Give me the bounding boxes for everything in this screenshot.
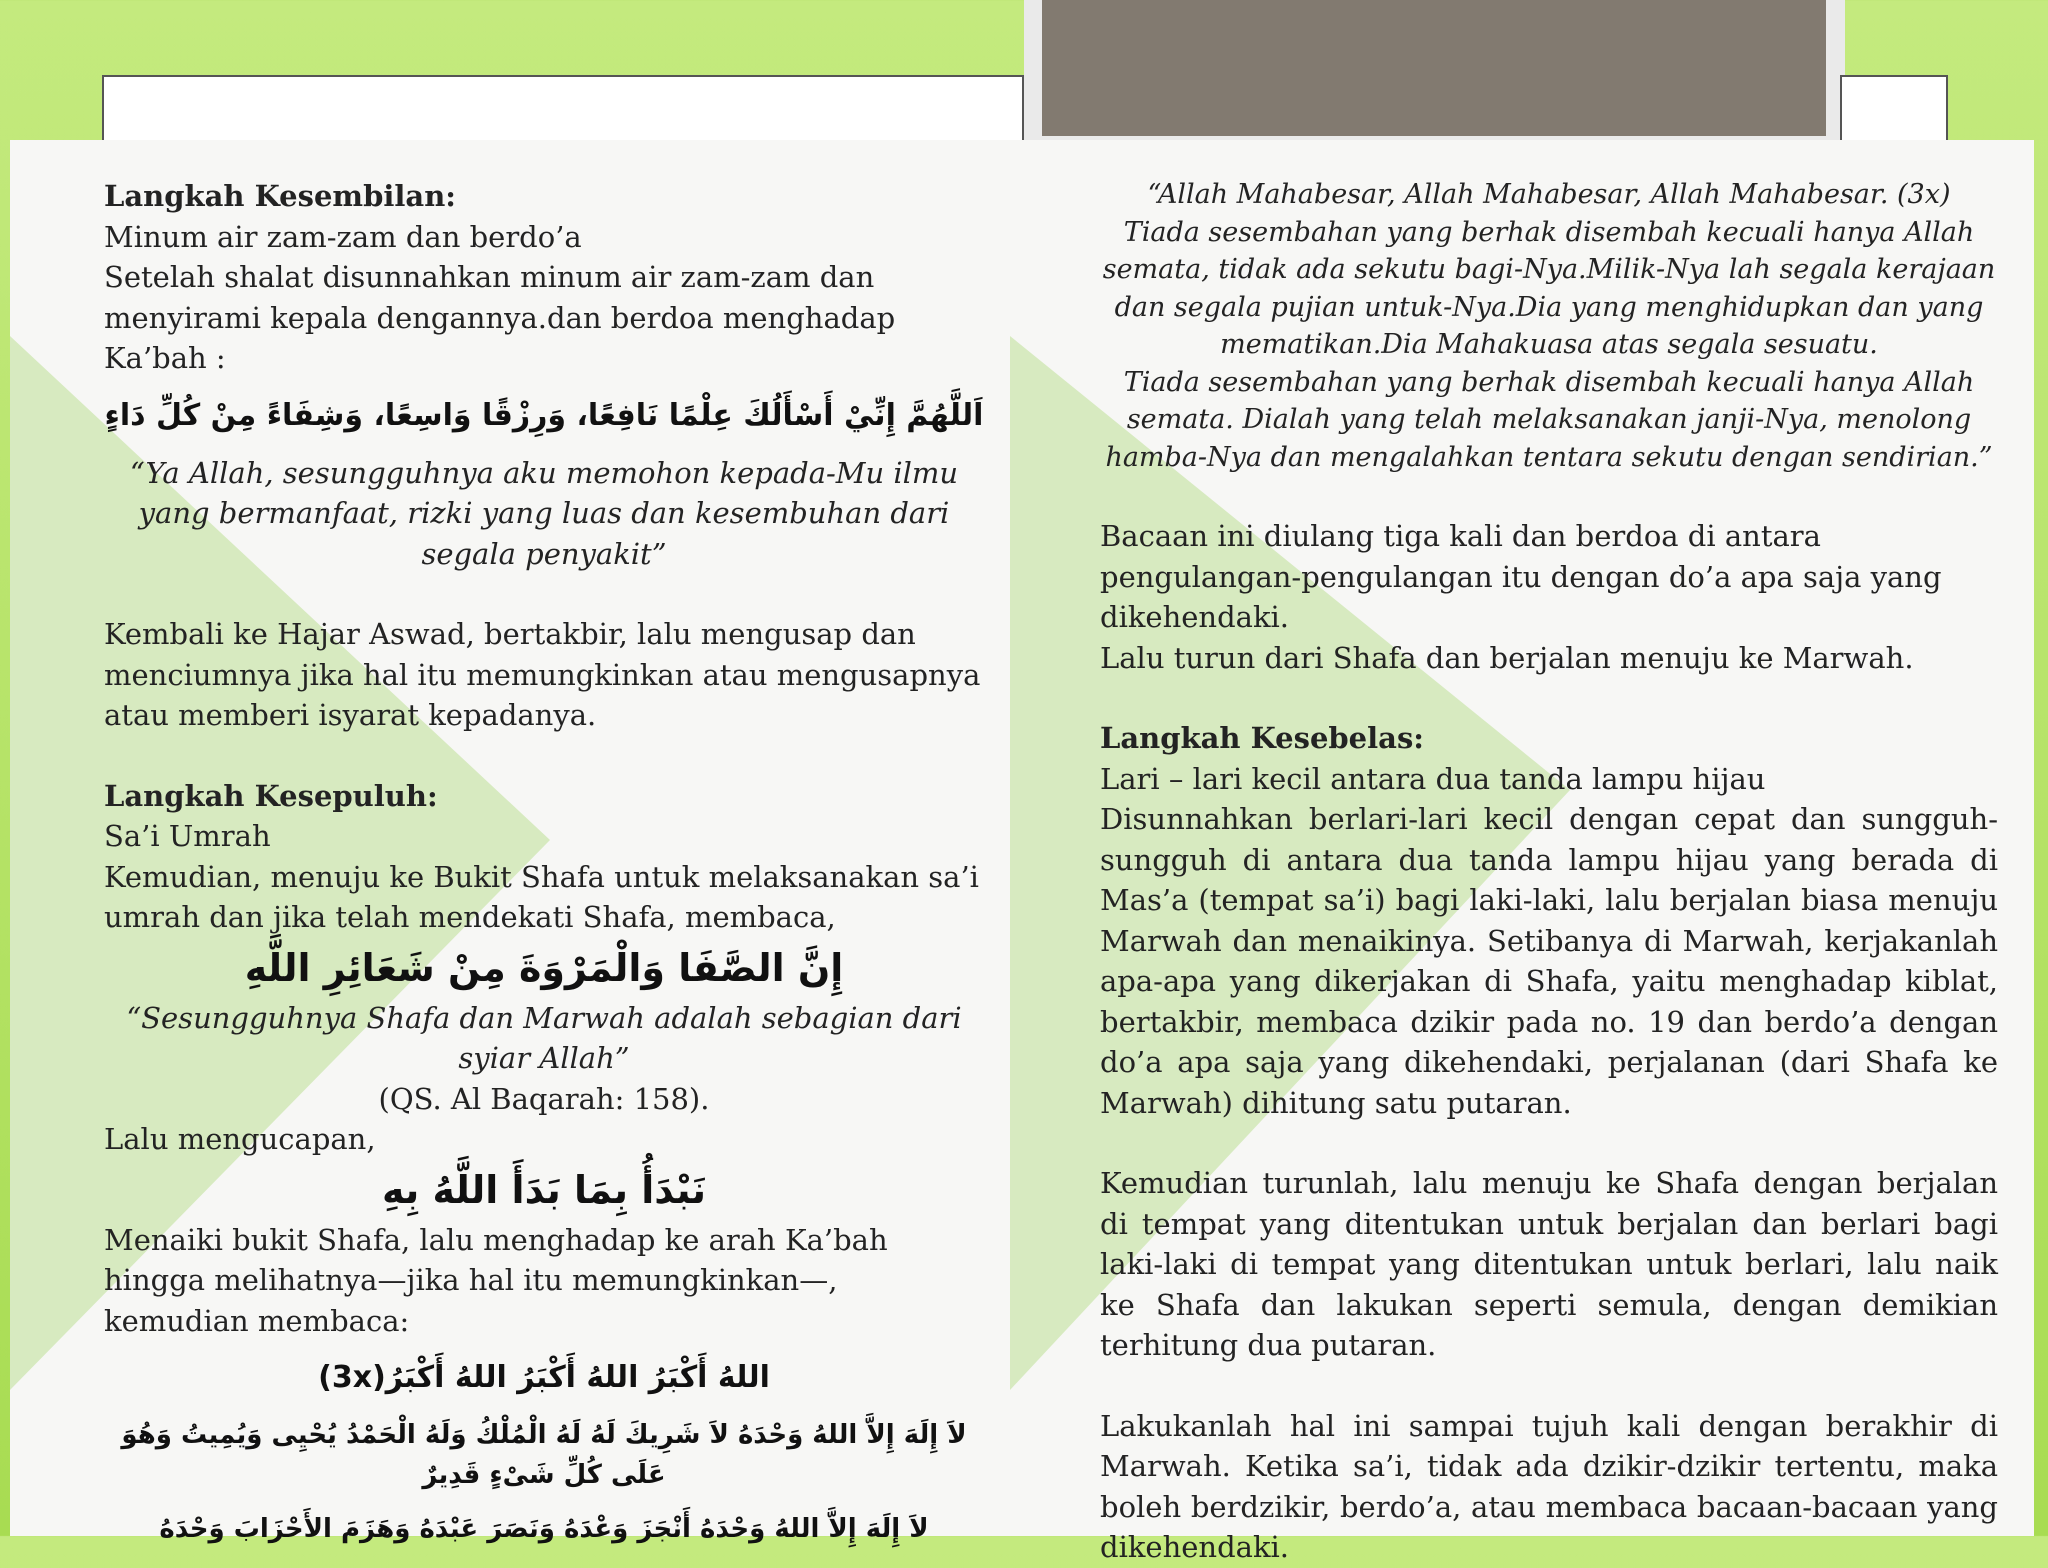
step9-arabic-prayer: اَللَّهُمَّ إِنِّيْ أَسْأَلُكَ عِلْمًا نَافِعًا، وَرِزْقًا وَاسِعًا، وَشِفَاءً مِنْ كُلِّ دَاءٍ (104, 397, 984, 433)
step9-heading: Langkah Kesembilan: (104, 179, 456, 213)
step10-say: Lalu mengucapan, (104, 1122, 376, 1156)
step10-reference: (QS. Al Baqarah: 158). (378, 1081, 710, 1116)
step11-subtitle: Lari – lari kecil antara dua tanda lampu hijau (1100, 761, 1766, 796)
document-page (10, 140, 2034, 1564)
step10-arabic-tahlil-1: لاَ إِلَهَ إِلاَّ اللهُ وَحْدَهُ لاَ شَرِيكَ لَهُ لَهُ الْمُلْكُ وَلَهُ الْحَمْدُ يُحْيِى وَيُمِيتُ وَهُوَ عَلَى كُلِّ شَىْءٍ قَدِيرٌ (121, 1420, 967, 1490)
step11-body: Disunnahkan berlari-lari kecil dengan cepat dan sungguh-sungguh di antara dua tanda lampu hijau yang berada di Mas’a (tempat sa’i) bagi laki-laki, lalu berjalan biasa menuju Marwah dan menaikinya. Setibanya di Marwah, kerjakanlah apa-apa yang dikerjakan di Shafa, yaitu menghadap kiblat, bertakbir, membaca dzikir pada no. 19 dan berdo’a dengan do’a apa saja yang dikehendaki, perjalanan (dari Shafa ke Marwah) dihitung satu putaran. (1100, 802, 1998, 1120)
slide-title-box-right (1840, 75, 1948, 149)
right-column (1100, 176, 1998, 1568)
step9-translation: “Ya Allah, sesungguhnya aku memohon kepada-Mu ilmu yang bermanfaat, rizki yang luas dan kesembuhan dari segala penyakit” (129, 455, 959, 571)
step11-para2: Kemudian turunlah, lalu menuju ke Shafa dengan berjalan di tempat yang ditentukan untuk berjalan dan berlari bagi laki-laki di tempat yang ditentukan untuk berlari, lalu naik ke Shafa dan lakukan seperti semula, dengan demikian terhitung dua putaran. (1100, 1166, 1998, 1362)
step10-arabic-start: نَبْدَأُ بِمَا بَدَأَ اللَّهُ بِهِ (381, 1167, 707, 1212)
step9-body: Setelah shalat disunnahkan minum air zam-zam dan menyirami kepala dengannya.dan berdoa menghadap Ka’bah : (104, 260, 896, 375)
step10-climb-text: Menaiki bukit Shafa, lalu menghadap ke arah Ka’bah hingga melihatnya—jika hal itu memungkinkan—, kemudian membaca: (104, 1222, 888, 1338)
descend-text: Lalu turun dari Shafa dan berjalan menuju ke Marwah. (1100, 640, 1914, 675)
dhikr-quote-line-1: “Allah Mahabesar, Allah Mahabesar, Allah Mahabesar. (3x) (1147, 179, 1951, 210)
step10-subtitle: Sa’i Umrah (104, 819, 271, 853)
left-column (104, 176, 984, 1549)
dhikr-quote-line-3: Tiada sesembahan yang berhak disembah kecuali hanya Allah semata. Dialah yang telah melaksanakan janji-Nya, menolong hamba-Nya dan mengalahkan tentara sekutu dengan sendirian.” (1105, 366, 1993, 473)
step11-para3: Lakukanlah hal ini sampai tujuh kali dengan berakhir di Marwah. Ketika sa’i, tidak ada dzikir-dzikir tertentu, maka boleh berdzikir, berdo’a, atau membaca bacaan-bacaan yang dikehendaki. (1100, 1408, 1998, 1564)
step10-body: Kemudian, menuju ke Bukit Shafa untuk melaksanakan sa’i umrah dan jika telah mendekati Shafa, membaca, (104, 859, 979, 934)
step11-heading: Langkah Kesebelas: (1100, 721, 1424, 755)
slide-title-box-left (102, 75, 1024, 149)
step9-subtitle: Minum air zam-zam dan berdo’a (104, 219, 582, 254)
step10-arabic-verse: إِنَّ الصَّفَا وَالْمَرْوَةَ مِنْ شَعَائِرِ اللَّهِ (244, 945, 844, 990)
dhikr-quote-line-2: Tiada sesembahan yang berhak disembah kecuali hanya Allah semata, tidak ada sekutu bagi-Nya.Milik-Nya lah segala kerajaan dan segala pujian untuk-Nya.Dia yang menghidupkan dan yang mematikan.Dia Mahakuasa atas segala sesuatu. (1102, 216, 1996, 360)
step9-after-text: Kembali ke Hajar Aswad, bertakbir, lalu mengusap dan menciumnya jika hal itu memungkinkan atau mengusapnya atau memberi isyarat kepadanya. (104, 617, 981, 732)
step10-arabic-tahlil-2: لاَ إِلَهَ إِلاَّ اللهُ وَحْدَهُ أَنْجَزَ وَعْدَهُ وَنَصَرَ عَبْدَهُ وَهَزَمَ الأَحْزَابَ وَحْدَهُ (159, 1514, 929, 1544)
step10-heading: Langkah Kesepuluh: (104, 778, 438, 813)
repeat-text: Bacaan ini diulang tiga kali dan berdoa di antara pengulangan-pengulangan itu dengan do’a apa saja yang dikehendaki. (1100, 519, 1942, 634)
step10-arabic-takbir: اللهُ أَكْبَرُ اللهُ أَكْبَرُ اللهُ أَكْبَرُ(3x) (318, 1360, 770, 1395)
step10-translation: “Sesungguhnya Shafa dan Marwah adalah sebagian dari syiar Allah” (126, 1000, 962, 1075)
header-image-placeholder (1042, 0, 1826, 136)
